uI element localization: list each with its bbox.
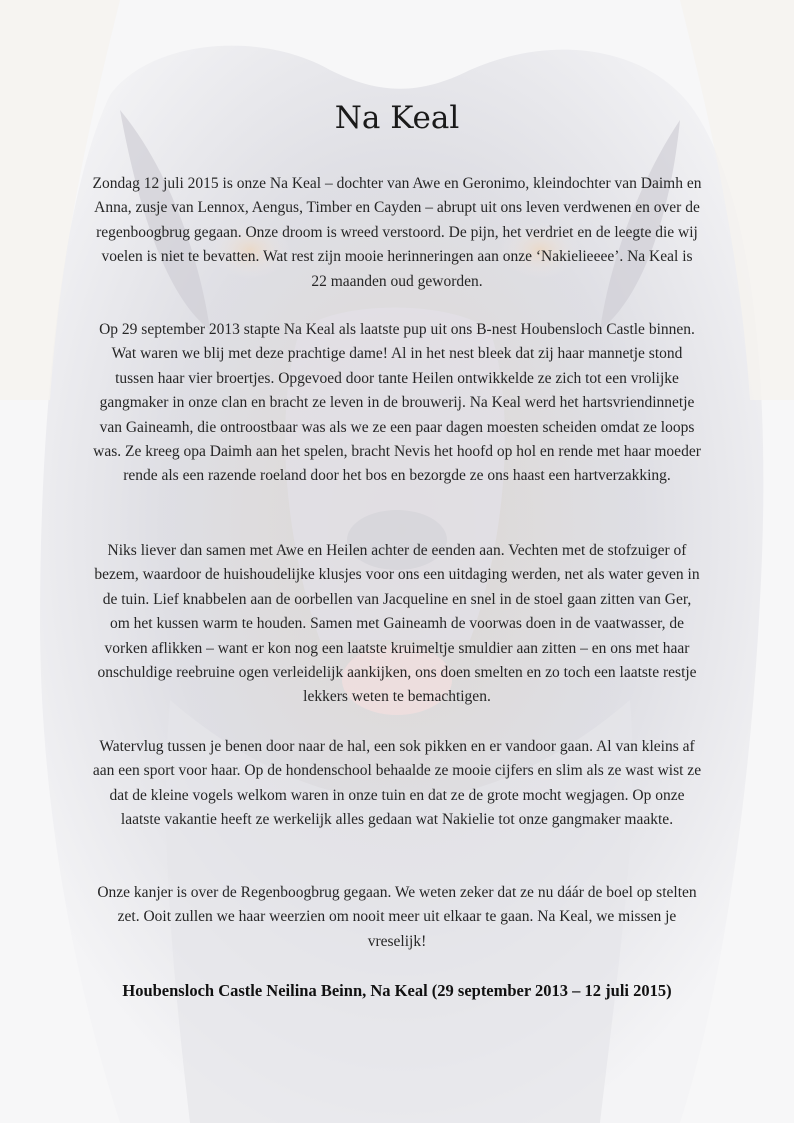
- paragraph-3: Niks liever dan samen met Awe en Heilen achter de eenden aan. Vechten met de stofzuiger of bezem, waardoor de huishoudelijke klusjes voor ons een uitdaging werden, net als water geven in de tuin. Lief knabbelen aan de oorbellen van Jacqueline en snel in de stoel gaan zitten van Ger, om het kussen warm te houden. Samen met Gaineamh de voorwas doen in de vaatwasser, de vorken aflikken – want er kon nog een laatste kruimeltje smuldier aan zitten – en ons met haar onschuldige reebruine ogen verleidelijk aankijken, ons doen smelten en zo toch een laatste restje lekkers weten te bemachtigen.: [94, 542, 700, 706]
- paragraph-2: Op 29 september 2013 stapte Na Keal als laatste pup uit ons B-nest Houbensloch Castle binnen. Wat waren we blij met deze prachtige dame! Al in het nest bleek dat zij haar mannetje stond tussen haar vier broertjes. Opgevoed door tante Heilen ontwikkelde ze zich tot een vrolijke gangmaker in onze clan en bracht ze leven in de brouwerij. Na Keal werd het hartsvriendinnetje van Gaineamh, die ontroostbaar was als we ze een paar dagen moesten scheiden omdat ze loops was. Ze kreeg opa Daimh aan het spelen, bracht Nevis het hoofd op hol en rende met haar moeder rende als een razende roeland door het bos en bezorgde ze ons haast een hartverzakking.: [93, 321, 701, 485]
- paragraph-5: Onze kanjer is over de Regenboogbrug gegaan. We weten zeker dat ze nu dáár de boel op stelten zet. Ooit zullen we haar weerzien om nooit meer uit elkaar te gaan. Na Keal, we missen je vreselijk!: [97, 884, 697, 950]
- memorial-footer: Houbensloch Castle Neilina Beinn, Na Keal (29 september 2013 – 12 juli 2015): [122, 981, 672, 1000]
- paragraph-4: Watervlug tussen je benen door naar de hal, een sok pikken en er vandoor gaan. Al van kleins af aan een sport voor haar. Op de hondenschool behaalde ze mooie cijfers en slim als ze wast wist ze dat de kleine vogels welkom waren in onze tuin en dat ze de grote mocht wegjagen. Op onze laatste vakantie heeft ze werkelijk alles gedaan wat Nakielie tot onze gangmaker maakte.: [92, 738, 702, 829]
- paragraph-1: Zondag 12 juli 2015 is onze Na Keal – dochter van Awe en Geronimo, kleindochter van Daimh en Anna, zusje van Lennox, Aengus, Timber en Cayden – abrupt uit ons leven verdwenen en over de regenboogbrug gegaan. Onze droom is wreed verstoord. De pijn, het verdriet en de leegte die wij voelen is niet te bevatten. Wat rest zijn mooie herinneringen aan onze ‘Nakielieeee’. Na Keal is 22 maanden oud geworden.: [92, 175, 702, 290]
- page-title: Na Keal: [334, 100, 460, 136]
